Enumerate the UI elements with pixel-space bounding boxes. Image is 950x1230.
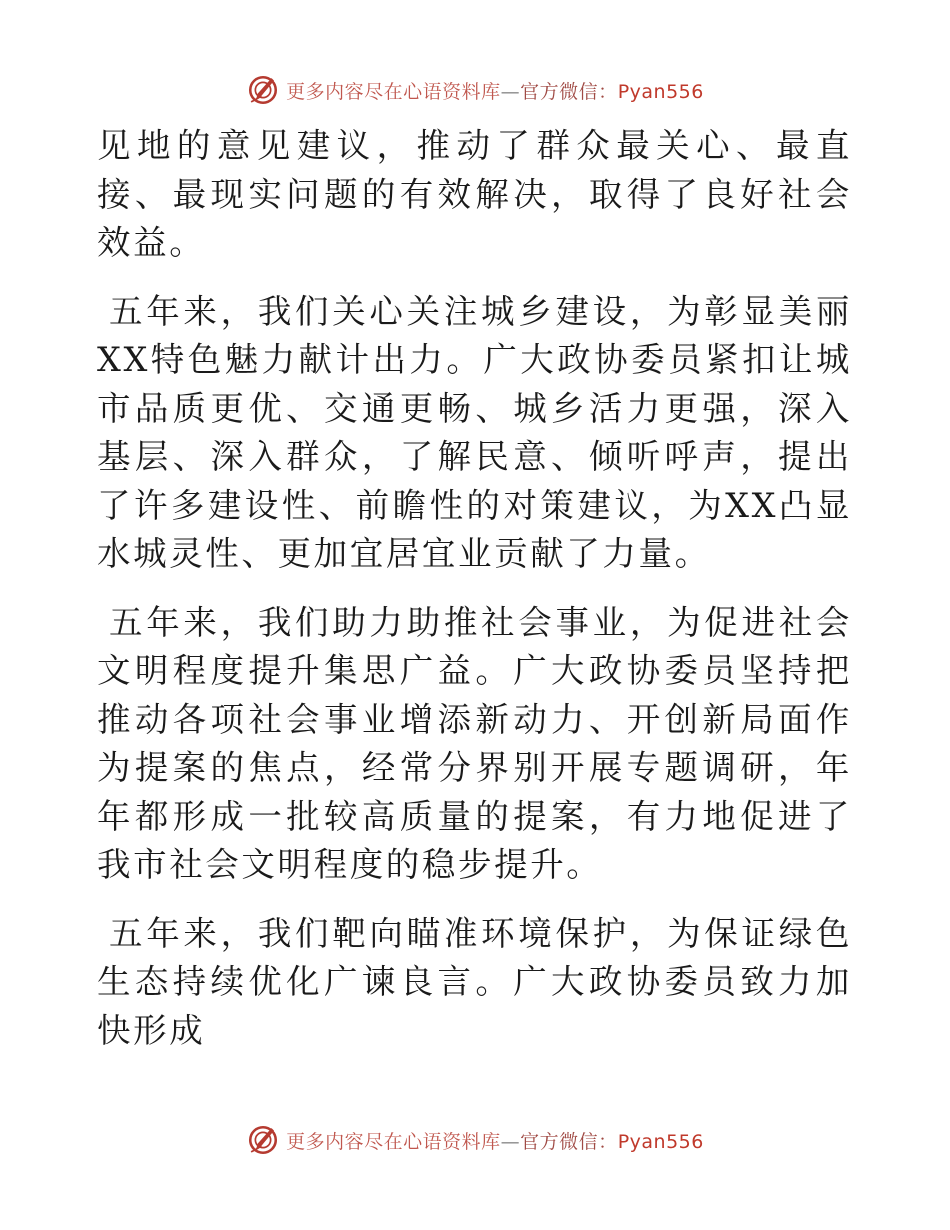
watermark-text — [286, 77, 704, 104]
quill-logo-icon — [246, 73, 280, 107]
watermark-brand-text: 更多内容尽在心语资料库 — [286, 80, 501, 103]
watermark-wechat-label: 官方微信： — [520, 1130, 618, 1153]
watermark-wechat-id: Pyan556 — [617, 80, 704, 103]
watermark-text — [286, 1127, 704, 1154]
paragraph-2: 五年来，我们关心关注城乡建设，为彰显美丽XX特色魅力献计出力。广大政协委员紧扣让城市品质更优、交通更畅、城乡活力更强，深入基层、深入群众，了解民意、倾听呼声，提出了许多建设性、前瞻性的对策建议，为XX凸显水城灵性、更加宜居宜业贡献了力量。 — [97, 291, 852, 573]
document-body — [97, 122, 852, 1075]
watermark-dash: — — [500, 80, 521, 103]
watermark-wechat-id: Pyan556 — [617, 1130, 704, 1153]
watermark-dash: — — [500, 1130, 521, 1153]
paragraph-4: 五年来，我们靶向瞄准环境保护，为保证绿色生态持续优化广谏良言。广大政协委员致力加快形成 — [97, 913, 852, 1050]
watermark-wechat-label: 官方微信： — [520, 80, 618, 103]
watermark-header — [0, 70, 950, 110]
quill-logo-icon — [246, 1123, 280, 1157]
watermark-footer — [0, 1120, 950, 1160]
watermark-brand-text: 更多内容尽在心语资料库 — [286, 1130, 501, 1153]
paragraph-1: 见地的意见建议，推动了群众最关心、最直接、最现实问题的有效解决，取得了良好社会效益。 — [97, 126, 852, 262]
paragraph-3: 五年来，我们助力助推社会事业，为促进社会文明程度提升集思广益。广大政协委员坚持把推动各项社会事业增添新动力、开创新局面作为提案的焦点，经常分界别开展专题调研，年年都形成一批较高质量的提案，有力地促进了我市社会文明程度的稳步提升。 — [97, 602, 852, 884]
